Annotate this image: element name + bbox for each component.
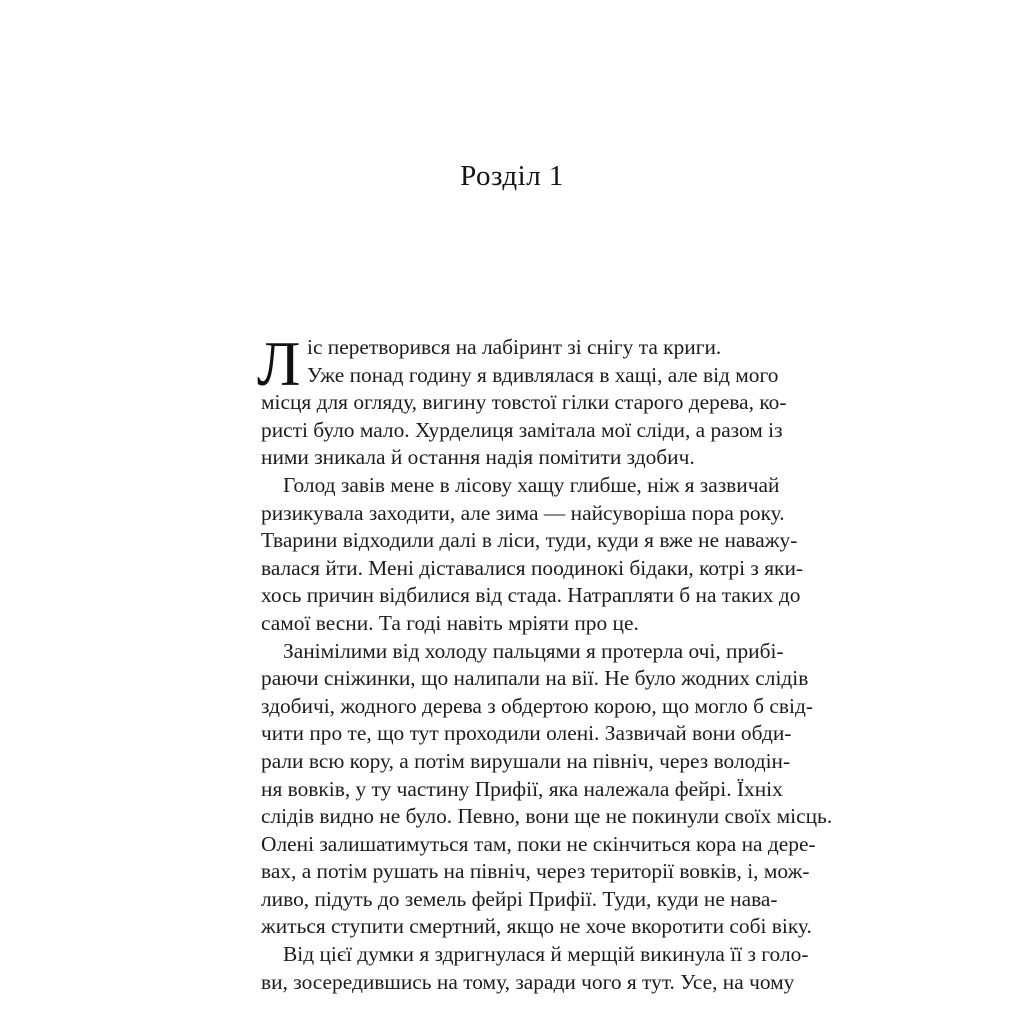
text-line: ливо, підуть до земель фейрі Прифії. Туди, куди не нава-	[261, 886, 778, 911]
paragraph-2	[261, 472, 804, 638]
text-line: Занімілими від холоду пальцями я протерла очі, прибі-	[283, 638, 784, 663]
text-line: Від цієї думки я здригнулася й мерщій викинула її з голо-	[283, 942, 809, 967]
paragraph-4	[261, 941, 809, 996]
text-line: іс перетворився на лабіринт зі снігу та криги.	[307, 335, 722, 359]
paragraph-3	[261, 638, 833, 942]
text-line: Уже понад годину я вдивлялася в хащі, але від мого	[307, 362, 779, 387]
text-line: ризикувала заходити, але зима — найсуворіша пора року.	[261, 500, 785, 525]
text-line: ристі було мало. Хурделиця замітала мої сліди, а разом із	[261, 417, 783, 442]
drop-cap: Л	[257, 328, 301, 399]
text-line: здобичі, жодного дерева з обдертою корою, що могло б свід-	[261, 693, 813, 718]
text-line: вах, а потім рушать на північ, через території вовків, і, мож-	[261, 859, 810, 884]
chapter-title: Розділ 1	[460, 160, 564, 192]
text-line: рали всю кору, а потім вирушали на північ, через володін-	[261, 748, 791, 773]
text-line: Тварини відходили далі в ліси, туди, куди я вже не наважу-	[261, 528, 798, 553]
text-line: валася йти. Мені діставалися поодинокі бідаки, котрі з яки-	[261, 555, 804, 580]
text-line: житься ступити смертний, якщо не хоче вкоротити собі віку.	[261, 914, 812, 939]
text-line: чити про те, що тут проходили олені. Зазвичай вони обди-	[261, 721, 792, 746]
paragraph-1	[261, 334, 787, 472]
text-line: ви, зосередившись на тому, заради чого я тут. Усе, на чому	[261, 969, 795, 994]
text-line: самої весни. Та годі навіть мріяти про це.	[261, 610, 639, 635]
text-line: хось причин відбилися від стада. Натрапляти б на таких до	[261, 583, 801, 608]
text-line: ними зникала й остання надія помітити здобич.	[261, 445, 695, 470]
text-line: Олені залишатимуться там, поки не скінчиться кора на дере-	[261, 831, 816, 856]
text-line: Голод завів мене в лісову хащу глибше, ніж я зазвичай	[283, 472, 780, 497]
text-line: раючи сніжинки, що налипали на вії. Не було жодних слідів	[261, 666, 809, 691]
text-line: слідів видно не було. Певно, вони ще не покинули своїх місць.	[261, 804, 833, 829]
text-line: місця для огляду, вигину товстої гілки старого дерева, ко-	[261, 390, 787, 415]
text-line: ня вовків, у ту частину Прифії, яка належала фейрі. Їхніх	[261, 776, 783, 801]
body-text	[257, 328, 833, 996]
